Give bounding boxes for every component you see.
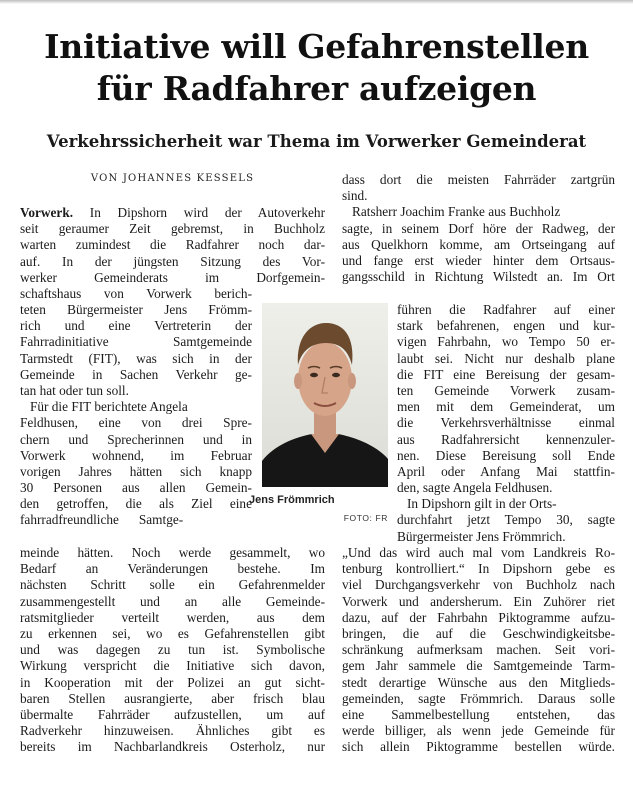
text-line: den, sagte Angela Feldhusen. (397, 480, 553, 496)
text-line: sagte, in seinem Dorf höre der Radweg, der (342, 220, 615, 236)
text-line: chern und Sprecherinnen und in (20, 431, 252, 447)
right-column-top (342, 172, 615, 285)
text-line: nen. Diese Bereisung soll Ende (397, 447, 615, 463)
text-line: Vorwerk und andersherum. Ein Zuhörer riet (342, 593, 615, 609)
text-line: meinde hätten. Noch werde gesammelt, wo (20, 545, 325, 560)
text-line: und was dagegen zu tun ist. Symbolische (20, 642, 325, 658)
text-line: laubt sei. Nicht nur deshalb plane (397, 350, 615, 366)
text-line: vorigen Jahres hätten sich knapp (20, 463, 252, 479)
text-line: bringen, die auf die Geschwindigkeitsbe- (342, 625, 615, 641)
text-line: aus Radfahrersicht kennenzuler- (397, 431, 615, 447)
text-line: men mit dem Gemeinderat, um (397, 399, 615, 415)
text-line: Fahrradinitiative Samtgemeinde (20, 334, 252, 350)
byline: VON JOHANNES KESSELS (90, 173, 255, 184)
text-line: sind. (342, 188, 368, 204)
text-line: zusammengestellt und an alle Gemeinde- (20, 593, 325, 609)
portrait-photo (262, 303, 388, 487)
text-line: baren Stellen ausrangierte, aber frisch blau (20, 690, 325, 706)
text-line: zu erkennen sei, wo es Gefahrenstellen gibt (20, 625, 325, 641)
left-column-beside-photo (20, 302, 252, 529)
text-line: Bürgermeister Jens Frömmrich. (397, 528, 566, 544)
text-line: Gemeinde in Sachen Verkehr ge- (20, 366, 252, 382)
text-line: aus Quelkhorn komme, am Ortseingang auf (342, 236, 615, 252)
headline-line-2: für Radfahrer aufzeigen (96, 69, 537, 108)
text-line: die FIT eine Bereisung der gesam- (397, 366, 615, 382)
text-line: führen die Radfahrer auf einer (397, 302, 615, 317)
photo-caption: Jens Frömmrich (249, 494, 335, 506)
text-line: stedt derartige Wünsche aus den Mitglieds- (342, 674, 615, 690)
text-line: und fange erst wieder hinter dem Ortsaus- (342, 252, 615, 268)
text-line: bereits im Nachbarlandkreis Osterholz, nur (20, 739, 325, 755)
text-line: auf. In der jüngsten Sitzung des Vor- (20, 253, 325, 269)
text-line: Für die FIT berichtete Angela (20, 399, 188, 415)
text-line: rich und eine Vertreterin der (20, 318, 252, 334)
text-line: 30 Personen aus allen Gemein- (20, 480, 252, 496)
text-line: dass dort die meisten Fahrräder zartgrün (342, 172, 615, 187)
text-line: „Und das wird auch mal vom Landkreis Ro- (342, 545, 615, 560)
text-line: Wirkung verspricht die Initiative sich davon, (20, 658, 325, 674)
text-line: April oder Anfang Mai stattfin- (397, 463, 615, 479)
text-line: Vorwerk wohnend, im Februar (20, 447, 252, 463)
right-column-bottom (342, 545, 615, 755)
text-line: werker Gemeinderats im Dorfgemein- (20, 269, 325, 285)
text-line: werde billiger, als wenn jede Gemeinde für (342, 723, 615, 739)
text-line: seit geraumer Zeit gebremst, in Buchholz (20, 221, 325, 237)
text-line: schaftshaus von Vorwerk berich- (20, 285, 252, 301)
text-line: dazu, auf der Fahrbahn Piktogramme aufzu- (342, 609, 615, 625)
text-line: ratsmitglieder verteilt werden, aus dem (20, 609, 325, 625)
headline-line-1: Initiative will Gefahrenstellen (44, 27, 589, 66)
text-line: übermalte Fahrräder aufzustellen, um auf (20, 706, 325, 722)
left-column-top (20, 205, 325, 302)
right-column-beside-photo (397, 302, 615, 545)
text-line: eine Sammelbestellung entstehen, das (342, 706, 615, 722)
text-line: teten Bürgermeister Jens Frömm- (20, 302, 252, 317)
text-line: schränkung aufmerksam machen. Seit vori- (342, 642, 615, 658)
text-line: gangsschild in Richtung Wilstedt an. Im Ort (342, 269, 615, 285)
text-line: vigen Fahrbahn, wo Tempo 50 er- (397, 334, 615, 350)
text-line: Bedarf an Veränderungen bestehe. Im (20, 561, 325, 577)
text-line: durchfahrt jetzt Tempo 30, sagte (397, 512, 615, 528)
text-line: viel Durchgangsverkehr von Buchholz nach (342, 577, 615, 593)
subheadline: Verkehrssicherheit war Thema im Vorwerker Gemeinderat (46, 132, 587, 151)
text-line: den getroffen, die als Ziel eine (20, 496, 252, 512)
text-line: Tarmstedt (FIT), was sich in der (20, 350, 252, 366)
text-line: ten Gemeinde Vorwerk zusam- (397, 382, 615, 398)
text-line: stark befahrenen, engen und kur- (397, 318, 615, 334)
text-line: in Kooperation mit der Polizei an gut sicht- (20, 674, 325, 690)
left-column-bottom (20, 545, 325, 755)
text-line: tenburg kontrolliert.“ In Dipshorn gebe es (342, 561, 615, 577)
text-line: nächsten Schritt solle ein Gefahrenmelder (20, 577, 325, 593)
headline (0, 26, 633, 110)
text-line: Ratsherr Joachim Franke aus Buchholz (342, 204, 561, 220)
text-line: fahrradfreundliche Samtge- (20, 512, 184, 528)
text-line: Radverkehr hinzuweisen. Ähnliches gibt es (20, 723, 325, 739)
text-line: gemeinden, sagte Frömmrich. Daraus solle (342, 690, 615, 706)
text-line: In Dipshorn gilt in der Orts- (397, 496, 557, 512)
text-line: tan hat oder tun soll. (20, 382, 129, 398)
photo-credit: FOTO: FR (343, 513, 388, 523)
text-line: Feldhusen, eine von drei Spre- (20, 415, 252, 431)
page-top-strip (0, 0, 633, 4)
text-line: warten zumindest die Radfahrer noch dar- (20, 237, 325, 253)
text-line: die Verkehrsverhältnisse einmal (397, 415, 615, 431)
text-line: Vorwerk. In Dipshorn wird der Autoverkehr (20, 205, 325, 220)
portrait-illustration (262, 303, 388, 487)
lead-word: Vorwerk. (20, 205, 74, 220)
text-line: sich allein Piktogramme bestellen würde. (342, 739, 615, 755)
text-line: gem Jahr sammele die Samtgemeinde Tarm- (342, 658, 615, 674)
